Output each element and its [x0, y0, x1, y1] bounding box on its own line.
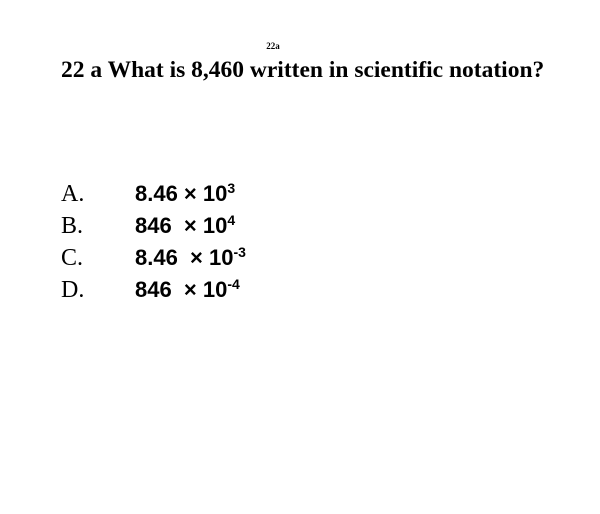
option-exponent: -4 — [227, 276, 240, 292]
option-exponent: 4 — [227, 212, 236, 228]
option-mantissa: 8.46 × 10 — [135, 245, 234, 270]
option-d — [61, 274, 246, 306]
option-a — [61, 178, 246, 210]
option-value — [135, 178, 235, 210]
option-letter: B. — [61, 213, 84, 239]
option-value — [135, 274, 240, 306]
option-b — [61, 210, 246, 242]
option-exponent: -3 — [233, 244, 246, 260]
option-value — [135, 210, 235, 242]
option-c — [61, 242, 246, 274]
option-letter: C. — [61, 245, 84, 271]
option-mantissa: 8.46 × 10 — [135, 181, 228, 206]
option-letter: A. — [61, 181, 85, 207]
option-exponent: 3 — [227, 180, 236, 196]
answer-options — [61, 178, 246, 306]
option-mantissa: 846 × 10 — [135, 277, 228, 302]
option-letter: D. — [61, 277, 85, 303]
question-text: 22 a What is 8,460 written in scientific notation? — [61, 57, 545, 83]
slide-label: 22a — [266, 41, 280, 51]
option-value — [135, 242, 246, 274]
option-mantissa: 846 × 10 — [135, 213, 228, 238]
